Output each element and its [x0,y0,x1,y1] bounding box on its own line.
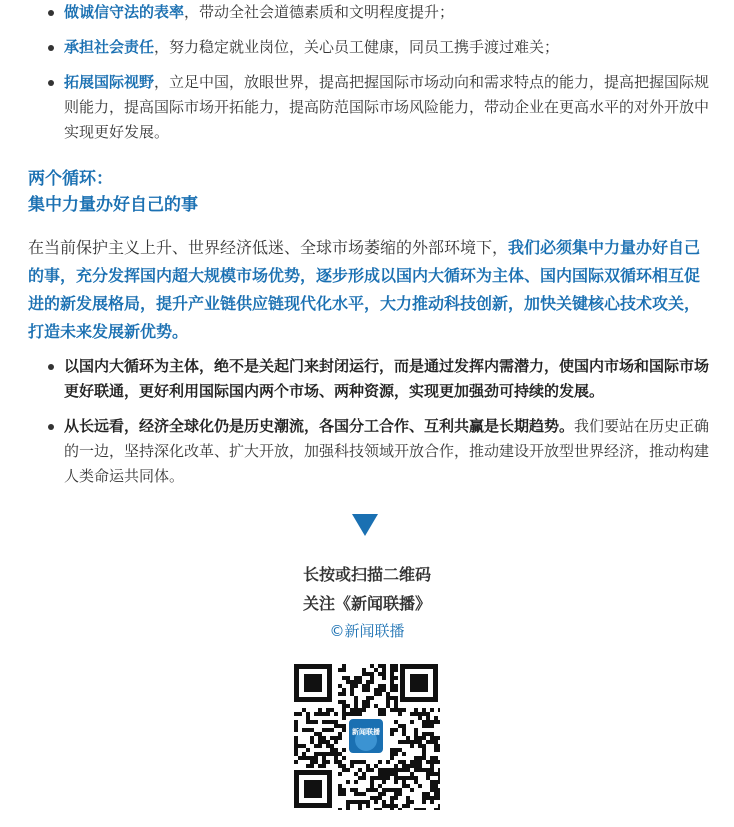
qr-code[interactable] [292,662,440,810]
list-item-bold: 从长远看，经济全球化仍是历史潮流，各国分工合作、互利共赢是长期趋势。 [64,417,575,435]
footer-copyright: ©新闻联播 [329,622,405,640]
bullet-dot-icon [48,10,54,16]
list-item-highlight: 做诚信守法的表率 [64,3,185,21]
footer-scan-text: 长按或扫描二维码 [302,565,431,584]
body-paragraph [28,234,710,346]
section-heading-line2: 集中力量办好自己的事 [28,195,198,215]
paragraph-emphasis-text: 我们必须集中力量办好自己的事，充分发挥国内超大规模市场优势，逐步形成以国内大循环为主体、国内国际双循环相互促进的新发展格局，提升产业链供应链现代化水平，大力推动科技创新，加快关键核心技术攻关，打造未来发展新优势。 [28,238,701,341]
bullet-dot-icon [48,80,54,86]
qr-code-image [292,662,440,810]
list-item [50,35,710,60]
top-bullet-list [50,0,710,155]
list-item [50,70,710,145]
list-item-highlight: 拓展国际视野 [64,73,155,91]
qr-logo-text: 新闻联播 [352,728,380,736]
list-item [50,354,710,404]
list-item-text: ，带动全社会道德素质和文明程度提升； [184,3,455,21]
list-item-text: ，努力稳定就业岗位，关心员工健康，同员工携手渡过难关； [154,38,560,56]
list-item [50,0,710,25]
list-item-text: ，立足中国，放眼世界，提高把握国际市场动向和需求特点的能力，提高把握国际规则能力，提高国际市场开拓能力，提高防范国际市场风险能力，带动企业在更高水平的对外开放中实现更好发展。 [64,73,710,141]
bottom-bullet-list [50,354,710,499]
section-heading [28,166,198,218]
bullet-dot-icon [48,424,54,430]
footer-follow-text: 关注《新闻联播》 [302,594,431,613]
section-heading-line1: 两个循环： [28,169,113,189]
paragraph-plain-text: 在当前保护主义上升、世界经济低迷、全球市场萎缩的外部环境下， [28,238,509,257]
bullet-dot-icon [48,45,54,51]
list-item-text: 我们要站在历史正确的一边，坚持深化改革、扩大开放，加强科技领域开放合作，推动建设开放型世界经济，推动构建人类命运共同体。 [64,417,710,485]
list-item-bold: 以国内大循环为主体，绝不是关起门来封闭运行，而是通过发挥内需潜力，使国内市场和国际市场更好联通，更好利用国际国内两个市场、两种资源，实现更加强劲可持续的发展。 [64,357,710,400]
down-arrow-icon [352,514,378,536]
list-item-highlight: 承担社会责任 [64,38,155,56]
bullet-dot-icon [48,364,54,370]
list-item [50,414,710,489]
